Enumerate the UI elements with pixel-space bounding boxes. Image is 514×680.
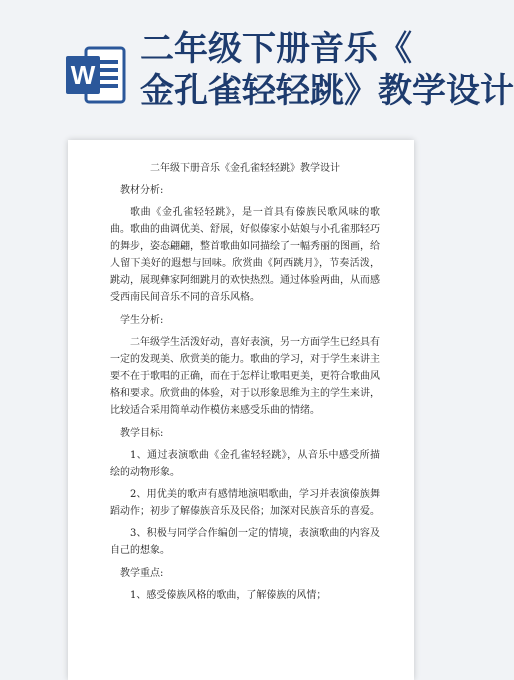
header-banner xyxy=(0,0,514,150)
section-heading: 教材分析: xyxy=(120,185,164,196)
banner-title-line-2: 金孔雀轻轻跳》教学设计 xyxy=(140,71,514,111)
svg-text:W: W xyxy=(70,60,96,90)
section-heading: 学生分析: xyxy=(120,315,164,326)
banner-title xyxy=(140,28,514,112)
document-page xyxy=(68,140,414,680)
section-heading: 教学重点: xyxy=(120,568,164,579)
banner-title-line-1: 二年级下册音乐《 xyxy=(140,29,412,69)
section-heading: 教学目标: xyxy=(120,428,164,439)
paragraph: 1、感受傣族风格的歌曲，了解傣族的风情； xyxy=(130,590,327,601)
document-content xyxy=(110,162,380,609)
paragraph: 2、用优美的歌声有感情地演唱歌曲，学习并表演傣族舞蹈动作；初步了解傣族音乐及民俗；加深对民族音乐的喜爱。 xyxy=(110,489,380,517)
paragraph: 歌曲《金孔雀轻轻跳》，是一首具有傣族民歌风味的歌曲。歌曲的曲调优美、舒展，好似傣家小姑娘与小孔雀那轻巧的舞步，姿态翩翩，整首歌曲如同描绘了一幅秀丽的图画，给人留下美好的遐想与回味。欣赏曲《阿西跳月》，节奏活泼，跳动，展现彝家阿细跳月的欢快热烈。通过体验两曲，从而感受西南民间音乐不同的音乐风格。 xyxy=(110,207,380,303)
word-document-icon xyxy=(66,44,126,106)
paragraph: 二年级学生活泼好动，喜好表演，另一方面学生已经具有一定的发现美、欣赏美的能力。歌曲的学习，对于学生来讲主要不在于歌唱的正确，而在于怎样让歌唱更美，更符合歌曲风格和要求。欣赏曲的体验，对于以形象思维为主的学生来讲，比较适合采用简单动作模仿来感受乐曲的情绪。 xyxy=(110,337,380,416)
paragraph: 1、通过表演歌曲《金孔雀轻轻跳》，从音乐中感受所描绘的动物形象。 xyxy=(110,450,380,478)
document-title: 二年级下册音乐《金孔雀轻轻跳》教学设计 xyxy=(150,163,340,174)
paragraph: 3、积极与同学合作编创一定的情境，表演歌曲的内容及自己的想象。 xyxy=(110,528,380,556)
